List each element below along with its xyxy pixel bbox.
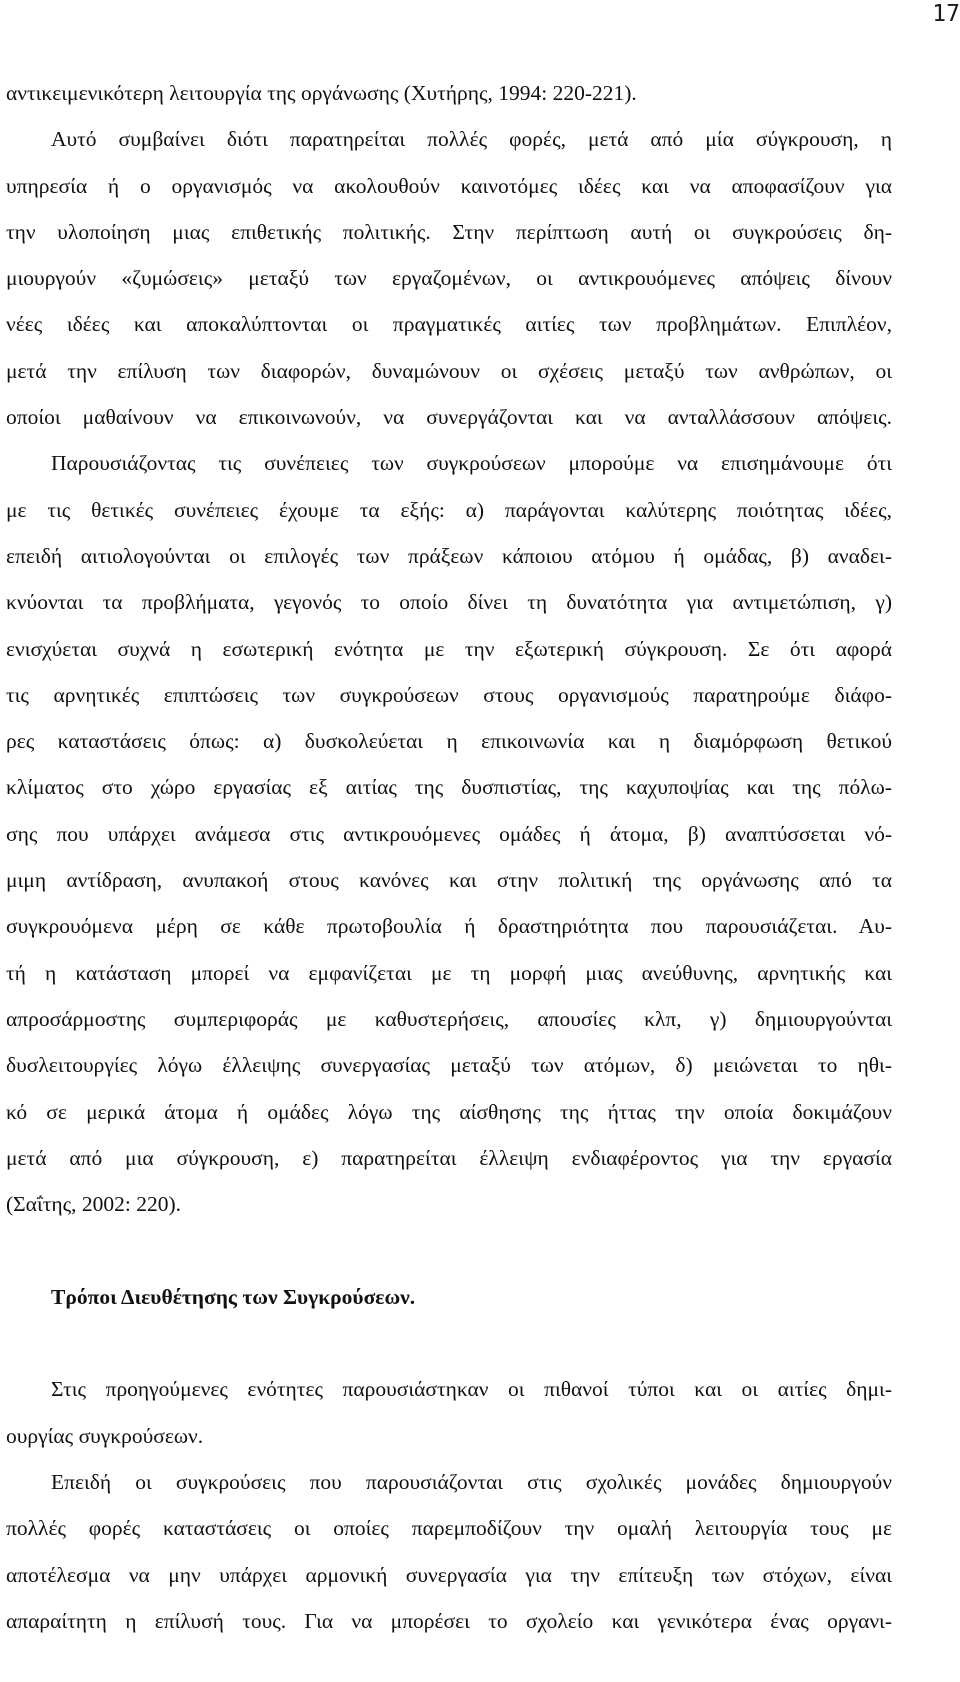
text-line: μετά από μια σύγκρουση, ε) παρατηρείται έλλειψη ενδιαφέροντος για την εργασία: [6, 1145, 892, 1170]
body-text: [6, 70, 892, 1644]
text-line: μιουργούν «ζυμώσεις» μεταξύ των εργαζομένων, οι αντικρουόμενες απόψεις δίνουν: [6, 266, 892, 291]
text-line: κνύονται τα προβλήματα, γεγονός το οποίο δίνει τη δυνατότητα για αντιμετώπιση, γ): [6, 590, 892, 615]
text-line: τις αρνητικές επιπτώσεις των συγκρούσεων στους οργανισμούς παρατηρούμε διάφο-: [6, 682, 892, 707]
section-heading: Τρόποι Διευθέτησης των Συγκρούσεων.: [51, 1284, 416, 1309]
text-line: υπηρεσία ή ο οργανισμός να ακολουθούν καινοτόμες ιδέες και να αποφασίζουν για: [6, 173, 892, 198]
text-line: με τις θετικές συνέπειες έχουμε τα εξής: α) παράγονται καλύτερης ποιότητας ιδέες,: [6, 497, 892, 522]
text-line: δυσλειτουργίες λόγω έλλειψης συνεργασίας μεταξύ των ατόμων, δ) μειώνεται το ηθι-: [6, 1053, 892, 1078]
text-line: συγκρουόμενα μέρη σε κάθε πρωτοβουλία ή δραστηριότητα που παρουσιάζεται. Αυ-: [6, 914, 892, 939]
text-line: μετά την επίλυση των διαφορών, δυναμώνουν οι σχέσεις μεταξύ των ανθρώπων, οι: [6, 358, 892, 383]
text-line: Παρουσιάζοντας τις συνέπειες των συγκρούσεων μπορούμε να επισημάνουμε ότι: [51, 451, 892, 476]
paragraph-gap: [6, 1227, 892, 1273]
text-line: κλίματος στο χώρο εργασίας εξ αιτίας της δυσπιστίας, της καχυποψίας και της πόλω-: [6, 775, 892, 800]
text-line: σης που υπάρχει ανάμεσα στις αντικρουόμενες ομάδες ή άτομα, β) αναπτύσσεται νό-: [6, 821, 892, 846]
text-line: οποίοι μαθαίνουν να επικοινωνούν, να συνεργάζονται και να ανταλλάσσουν απόψεις.: [6, 405, 892, 430]
text-line: αντικειμενικότερη λειτουργία της οργάνωσης (Χυτήρης, 1994: 220-221).: [6, 81, 637, 105]
text-line: Αυτό συμβαίνει διότι παρατηρείται πολλές φορές, μετά από μία σύγκρουση, η: [51, 127, 892, 152]
text-line: νέες ιδέες και αποκαλύπτονται οι πραγματικές αιτίες των προβλημάτων. Επιπλέον,: [6, 312, 892, 337]
text-line: Στις προηγούμενες ενότητες παρουσιάστηκαν οι πιθανοί τύποι και οι αιτίες δημι-: [51, 1377, 892, 1402]
text-line: ενισχύεται συχνά η εσωτερική ενότητα με την εξωτερική σύγκρουση. Σε ότι αφορά: [6, 636, 892, 661]
text-line: τή η κατάσταση μπορεί να εμφανίζεται με τη μορφή μιας ανεύθυνης, αρνητικής και: [6, 960, 892, 985]
text-line: απαραίτητη η επίλυσή τους. Για να μπορέσει το σχολείο και γενικότερα ένας οργανι-: [6, 1608, 892, 1633]
paragraph-gap: [6, 1320, 892, 1366]
text-line: πολλές φορές καταστάσεις οι οποίες παρεμποδίζουν την ομαλή λειτουργία τους με: [6, 1516, 892, 1541]
text-line: την υλοποίηση μιας επιθετικής πολιτικής. Στην περίπτωση αυτή οι συγκρούσεις δη-: [6, 219, 892, 244]
text-line: μιμη αντίδραση, ανυπακοή στους κανόνες και στην πολιτική της οργάνωσης από τα: [6, 868, 892, 893]
text-line: επειδή αιτιολογούνται οι επιλογές των πράξεων κάποιου ατόμου ή ομάδας, β) αναδει-: [6, 543, 892, 568]
text-line: αποτέλεσμα να μην υπάρχει αρμονική συνεργασία για την επίτευξη των στόχων, είναι: [6, 1562, 892, 1587]
text-line: κό σε μερικά άτομα ή ομάδες λόγω της αίσθησης της ήττας την οποία δοκιμάζουν: [6, 1099, 892, 1124]
page-number: 17: [932, 1, 960, 27]
text-line: (Σαΐτης, 2002: 220).: [6, 1192, 182, 1217]
text-line: Επειδή οι συγκρούσεις που παρουσιάζονται στις σχολικές μονάδες δημιουργούν: [51, 1469, 892, 1494]
text-line: ουργίας συγκρούσεων.: [6, 1423, 204, 1448]
text-line: ρες καταστάσεις όπως: α) δυσκολεύεται η επικοινωνία και η διαμόρφωση θετικού: [6, 729, 892, 754]
text-line: απροσάρμοστης συμπεριφοράς με καθυστερήσεις, απουσίες κλπ, γ) δημιουργούνται: [6, 1006, 892, 1031]
